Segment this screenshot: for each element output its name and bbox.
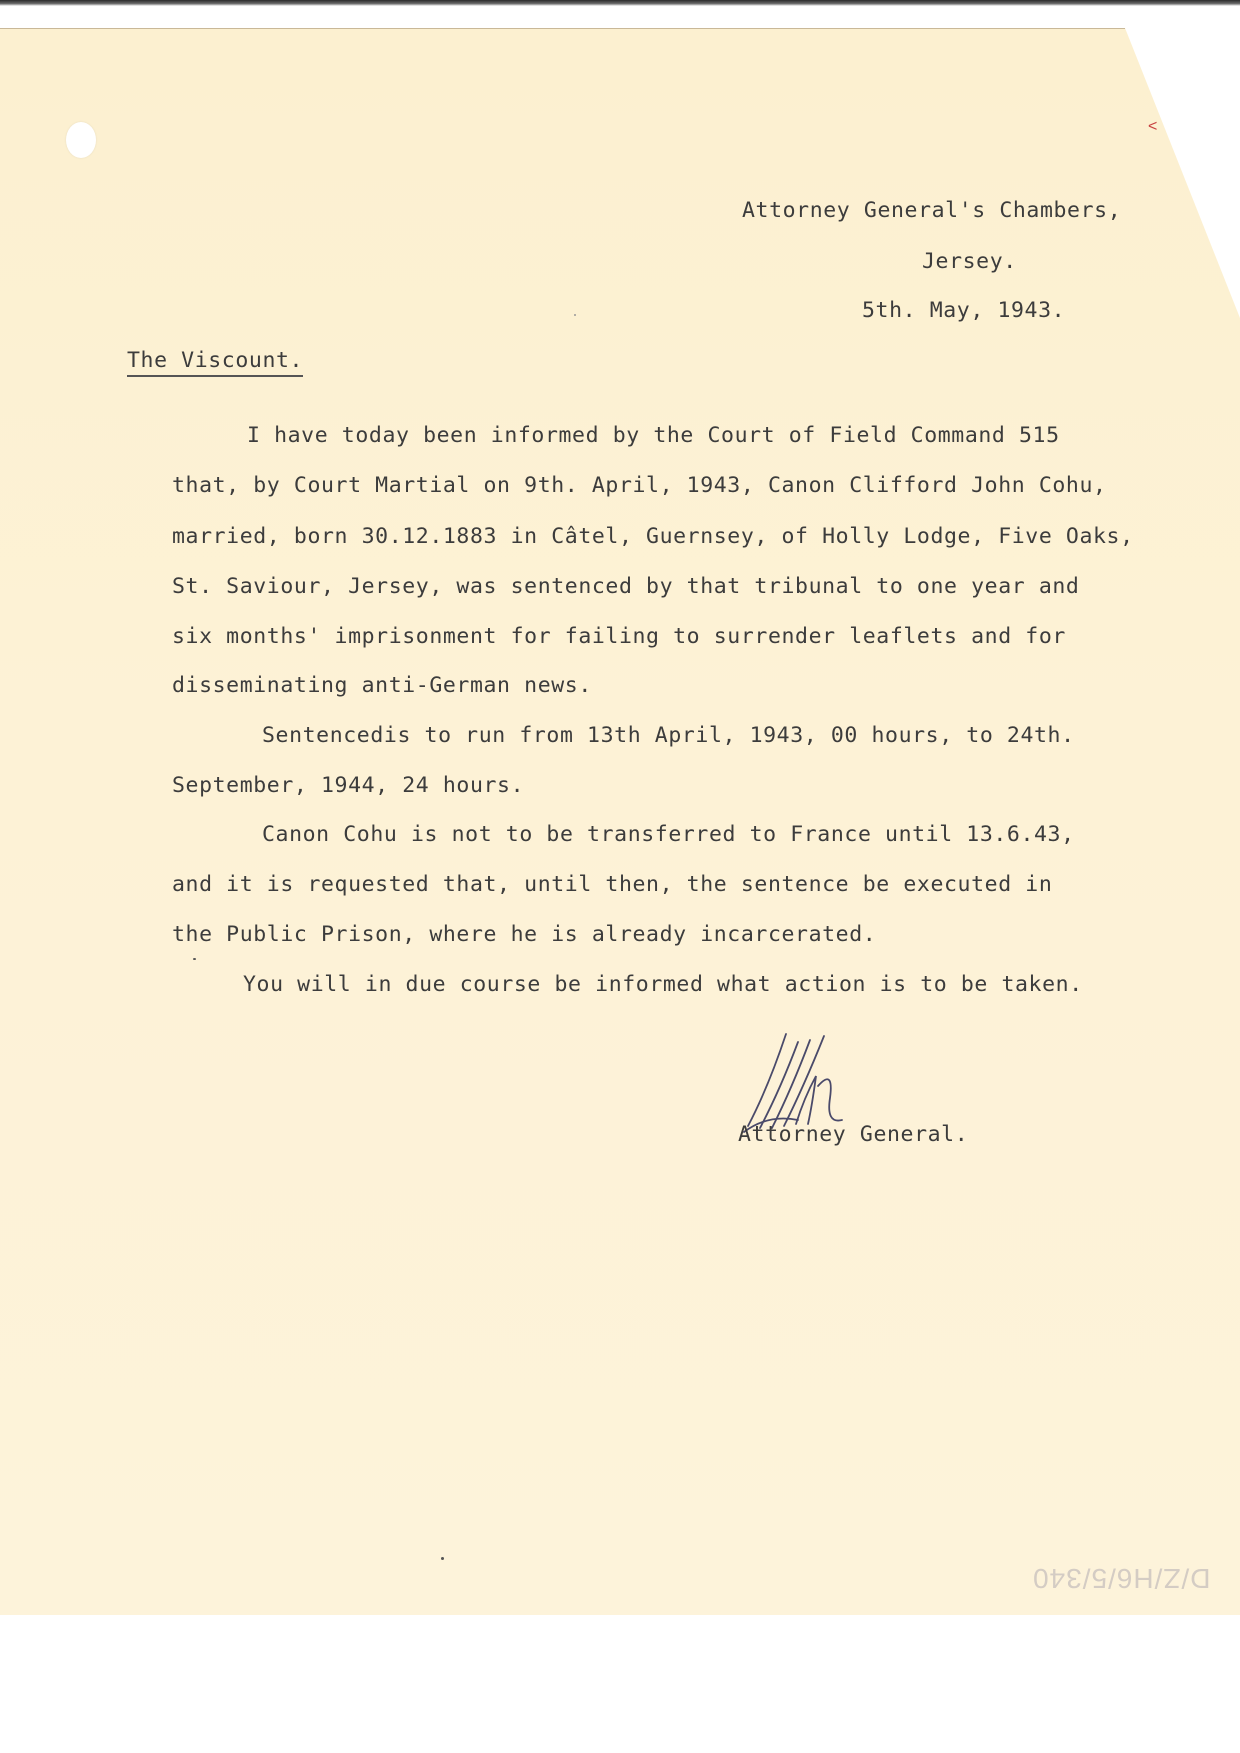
signature-title: Attorney General. <box>738 1122 969 1147</box>
letter-date: 5th. May, 1943. <box>862 298 1066 323</box>
addressee: The Viscount. <box>127 348 303 377</box>
stray-mark <box>441 1557 444 1560</box>
sender-address-line1: Attorney General's Chambers, <box>742 198 1122 223</box>
punch-hole-icon <box>66 122 96 158</box>
body-line: Canon Cohu is not to be transferred to France until 13.6.43, <box>262 822 1075 847</box>
body-line: the Public Prison, where he is already incarcerated. <box>172 922 877 947</box>
body-line: I have today been informed by the Court of Field Command 515 <box>247 423 1060 448</box>
body-line: Sentencedis to run from 13th April, 1943, 00 hours, to 24th. <box>262 723 1075 748</box>
body-line: disseminating anti-German news. <box>172 673 592 698</box>
paper-edge-line <box>0 28 1125 29</box>
body-line: You will in due course be informed what action is to be taken. <box>243 972 1083 997</box>
body-line: that, by Court Martial on 9th. April, 1943, Canon Clifford John Cohu, <box>172 473 1107 498</box>
stray-mark <box>574 314 576 316</box>
red-pencil-mark: < <box>1148 118 1158 135</box>
body-line: September, 1944, 24 hours. <box>172 773 525 798</box>
archive-reference: D/Z/H6/5/340 <box>1032 1563 1211 1594</box>
stray-mark <box>193 958 196 960</box>
body-line: St. Saviour, Jersey, was sentenced by that tribunal to one year and <box>172 574 1080 599</box>
body-line: and it is requested that, until then, the sentence be executed in <box>172 872 1053 897</box>
sender-address-line2: Jersey. <box>922 249 1017 274</box>
scanner-edge <box>0 0 1240 6</box>
body-line: married, born 30.12.1883 in Câtel, Guernsey, of Holly Lodge, Five Oaks, <box>172 524 1134 549</box>
body-line: six months' imprisonment for failing to surrender leaflets and for <box>172 624 1066 649</box>
